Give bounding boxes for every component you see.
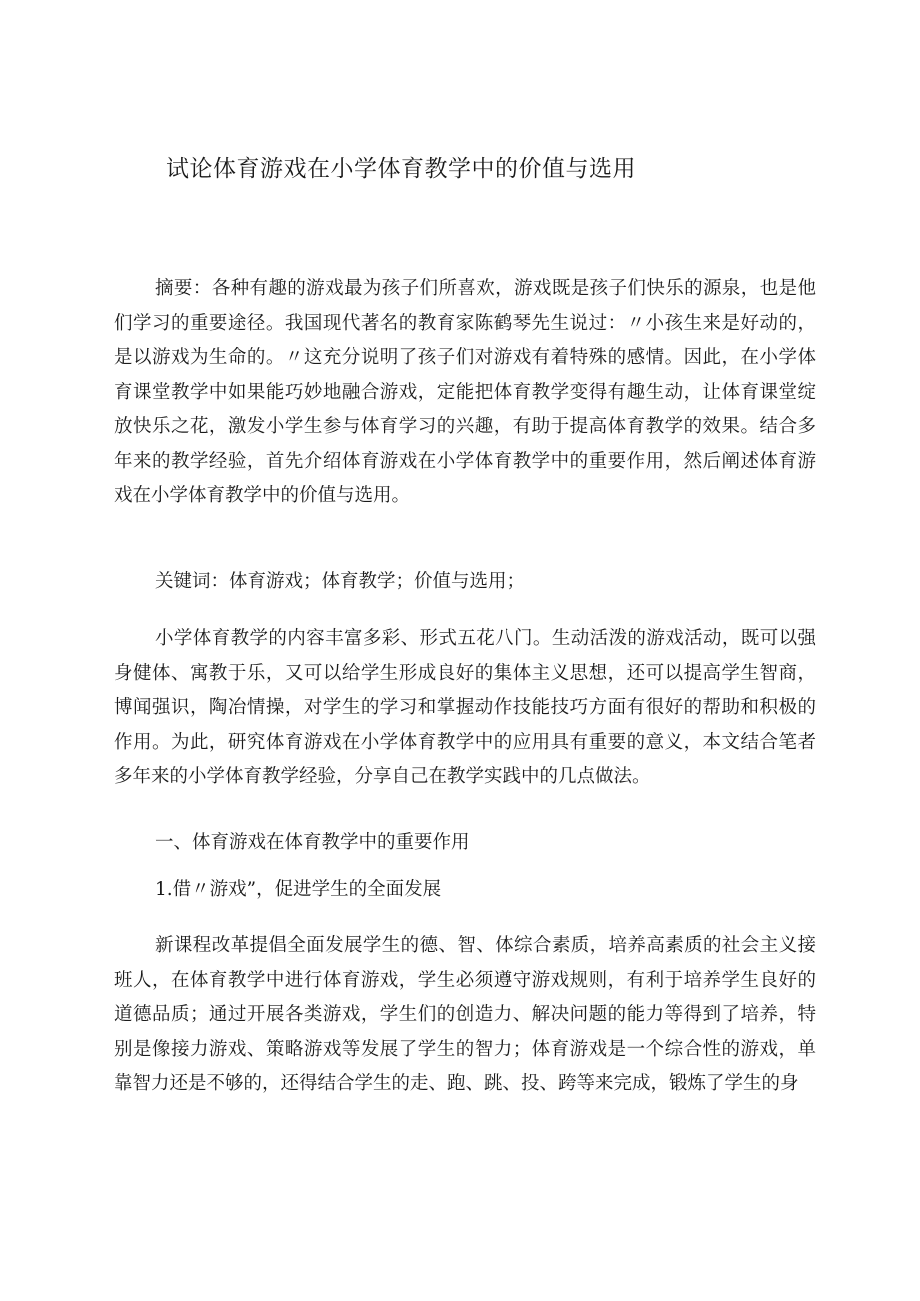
document-title: 试论体育游戏在小学体育教学中的价值与选用	[166, 156, 636, 182]
body-paragraph: 新课程改革提倡全面发展学生的德、智、体综合素质，培养高素质的社会主义接班人，在体育教学中进行体育游戏，学生必须遵守游戏规则，有利于培养学生良好的道德品质；通过开展各类游戏，学生们的创造力、解决问题的能力等得到了培养，特别是像接力游戏、策略游戏等发展了学生的智力；体育游戏是一个综合性的游戏，单靠智力还是不够的，还得结合学生的走、跑、跳、投、跨等来完成，锻炼了学生的身	[114, 935, 816, 1094]
subsection-heading: 1.借〃游戏”，促进学生的全面发展	[155, 879, 442, 900]
intro-paragraph: 小学体育教学的内容丰富多彩、形式五花八门。生动活泼的游戏活动，既可以强身健体、寓教于乐，又可以给学生形成良好的集体主义思想，还可以提高学生智商，博闻强识，陶冶情操，对学生的学习和掌握动作技能技巧方面有很好的帮助和积极的作用。为此，研究体育游戏在小学体育教学中的应用具有重要的意义，本文结合笔者多年来的小学体育教学经验，分享自己在教学实践中的几点做法。	[114, 628, 816, 787]
section-heading: 一、体育游戏在体育教学中的重要作用	[155, 832, 470, 853]
keywords-line: 关键词：体育游戏；体育教学；价值与选用；	[155, 571, 526, 592]
abstract-paragraph: 摘要：各种有趣的游戏最为孩子们所喜欢，游戏既是孩子们快乐的源泉，也是他们学习的重要途径。我国现代著名的教育家陈鹤琴先生说过：〃小孩生来是好动的，是以游戏为生命的。〃这充分说明了孩子们对游戏有着特殊的感情。因此，在小学体育课堂教学中如果能巧妙地融合游戏，定能把体育教学变得有趣生动，让体育课堂绽放快乐之花，激发小学生参与体育学习的兴趣，有助于提高体育教学的效果。结合多年来的教学经验，首先介绍体育游戏在小学体育教学中的重要作用，然后阐述体育游戏在小学体育教学中的价值与选用。	[114, 278, 816, 506]
